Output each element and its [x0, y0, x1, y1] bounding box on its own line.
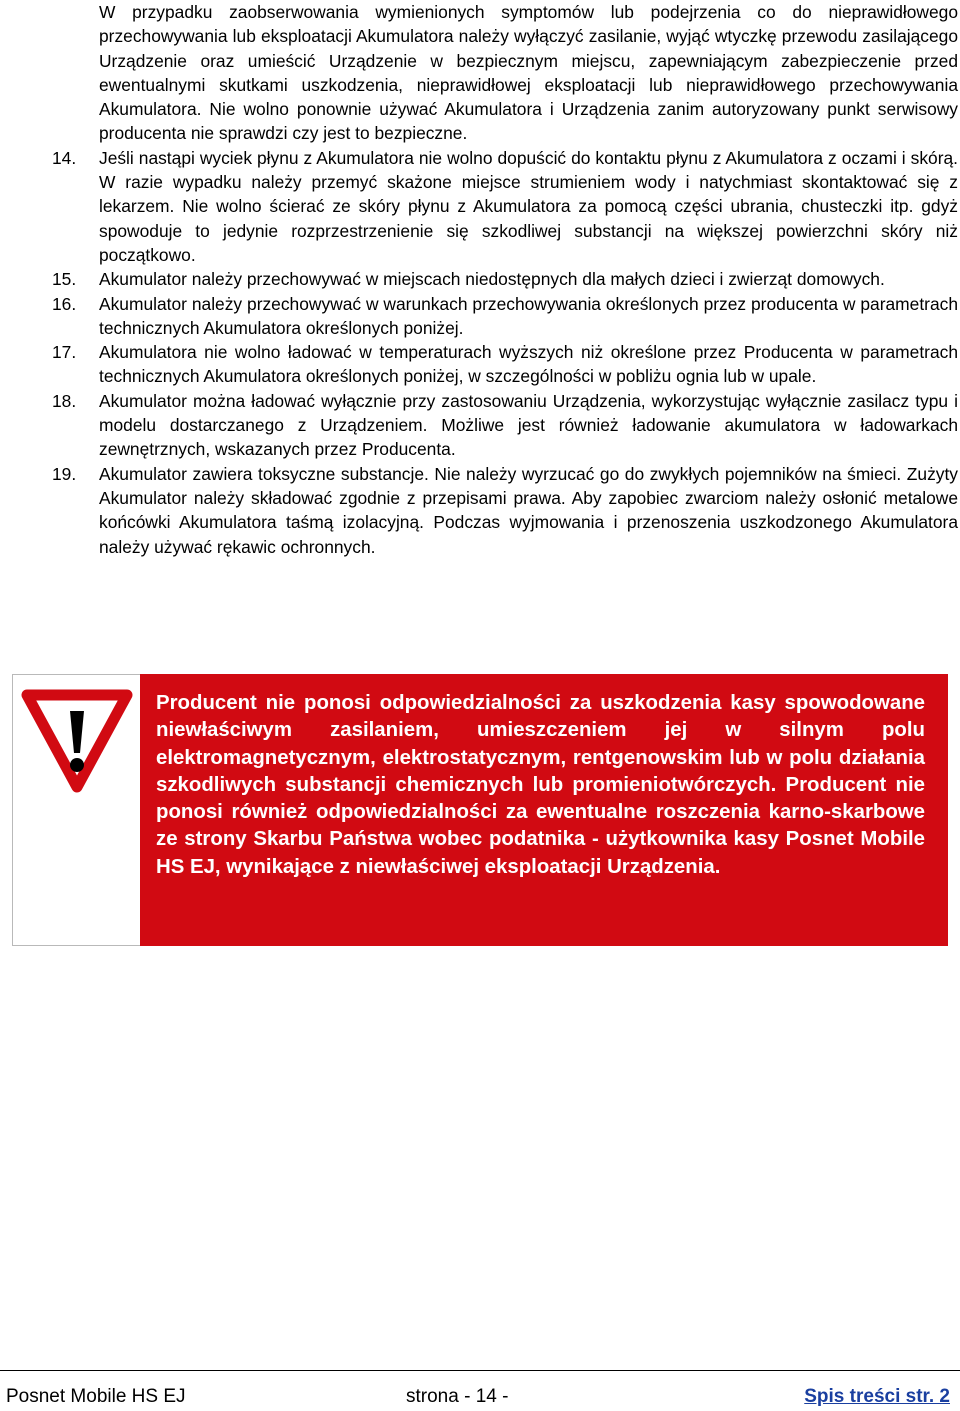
- list-item-text: Akumulator można ładować wyłącznie przy zastosowaniu Urządzenia, wykorzystując wyłącznie zasilacz typu i modelu dostarczanego z Urządzeniem. Możliwe jest również ładowanie akumulatora w ładowarkach zewnętrznych, wskazanych przez Producenta.: [99, 390, 958, 460]
- list-item-text: Jeśli nastąpi wyciek płynu z Akumulatora nie wolno dopuścić do kontaktu płynu z Akumulatora z oczami i skórą. W razie wypadku należy przemyć skażone miejsce strumieniem wody i natychmiast skontaktować się z lekarzem. Nie wolno ścierać ze skóry płynu z Akumulatora za pomocą części ubrania, chusteczki itp. gdyż spowoduje to jedynie rozprzestrzenienie się szkodliwej substancji na większej powierzchni skóry niż początkowo.: [99, 147, 958, 265]
- list-item-text: Akumulatora nie wolno ładować w temperaturach wyższych niż określone przez Producenta w parametrach technicznych Akumulatora określonych poniżej, w szczególności w pobliżu ognia lub w upale.: [99, 342, 958, 387]
- footer-page-number: strona - 14 -: [406, 1386, 509, 1407]
- warning-text-cell: [140, 674, 948, 946]
- intro-paragraph: [52, 0, 958, 146]
- list-item-17: [52, 340, 958, 389]
- list-item-number: 19.: [52, 463, 77, 484]
- warning-triangle-icon: [21, 689, 133, 793]
- warning-icon-cell: [13, 675, 140, 945]
- warning-text: Producent nie ponosi odpowiedzialności za uszkodzenia kasy spowodowane niewłaściwym zasilaniem, umieszczeniem jej w silnym polu elektromagnetycznym, elektrostatycznym, rentgenowskim lub w polu działania szkodliwych substancji chemicznych lub promieniotwórczych. Producent nie ponosi również odpowiedzialności za ewentualne roszczenia karno-skarbowe ze strony Skarbu Państwa wobec podatnika - użytkownika kasy Posnet Mobile HS EJ, wynikające z niewłaściwej eksploatacji Urządzenia.: [156, 692, 925, 878]
- list-item-14: [52, 146, 958, 267]
- list-item-text: Akumulator należy przechowywać w warunkach przechowywania określonych przez producenta w parametrach technicznych Akumulatora określonych poniżej.: [99, 293, 958, 338]
- list-item-number: 15.: [52, 269, 77, 290]
- list-item-text: Akumulator należy przechowywać w miejscach niedostępnych dla małych dzieci i zwierząt domowych.: [99, 269, 885, 290]
- list-item-number: 17.: [52, 342, 77, 363]
- page-footer: [0, 1370, 960, 1411]
- list-item-number: 18.: [52, 390, 77, 411]
- list-item-16: [52, 292, 958, 341]
- warning-box: [12, 674, 947, 946]
- document-body: [52, 0, 958, 559]
- footer-product-name: Posnet Mobile HS EJ: [6, 1386, 186, 1407]
- list-item-18: [52, 389, 958, 462]
- list-item-number: 14.: [52, 147, 77, 168]
- toc-link[interactable]: Spis treści str. 2: [804, 1386, 950, 1407]
- list-item-15: [52, 267, 958, 291]
- list-item-19: [52, 462, 958, 559]
- list-item-text: Akumulator zawiera toksyczne substancje. Nie należy wyrzucać go do zwykłych pojemników na śmieci. Zużyty Akumulator należy składować zgodnie z przepisami prawa. Aby zapobiec zwarciom należy osłonić metalowe końcówki Akumulatora taśmą izolacyjną. Podczas wyjmowania i przenoszenia uszkodzonego Akumulatora należy używać rękawic ochronnych.: [99, 463, 958, 557]
- intro-paragraph-text: W przypadku zaobserwowania wymienionych symptomów lub podejrzenia co do nieprawidłowego przechowywania lub eksploatacji Akumulatora należy wyłączyć zasilanie, wyjąć wtyczkę przewodu zasilającego Urządzenie oraz umieścić Urządzenie w bezpiecznym miejscu, zapewniającym zabezpieczenie przed ewentualnymi skutkami uszkodzenia, nieprawidłowej eksploatacji lub nieprawidłowego przechowywania Akumulatora. Nie wolno ponownie używać Akumulatora i Urządzenia zanim autoryzowany punkt serwisowy producenta nie sprawdzi czy jest to bezpieczne.: [99, 2, 958, 144]
- list-item-number: 16.: [52, 293, 77, 314]
